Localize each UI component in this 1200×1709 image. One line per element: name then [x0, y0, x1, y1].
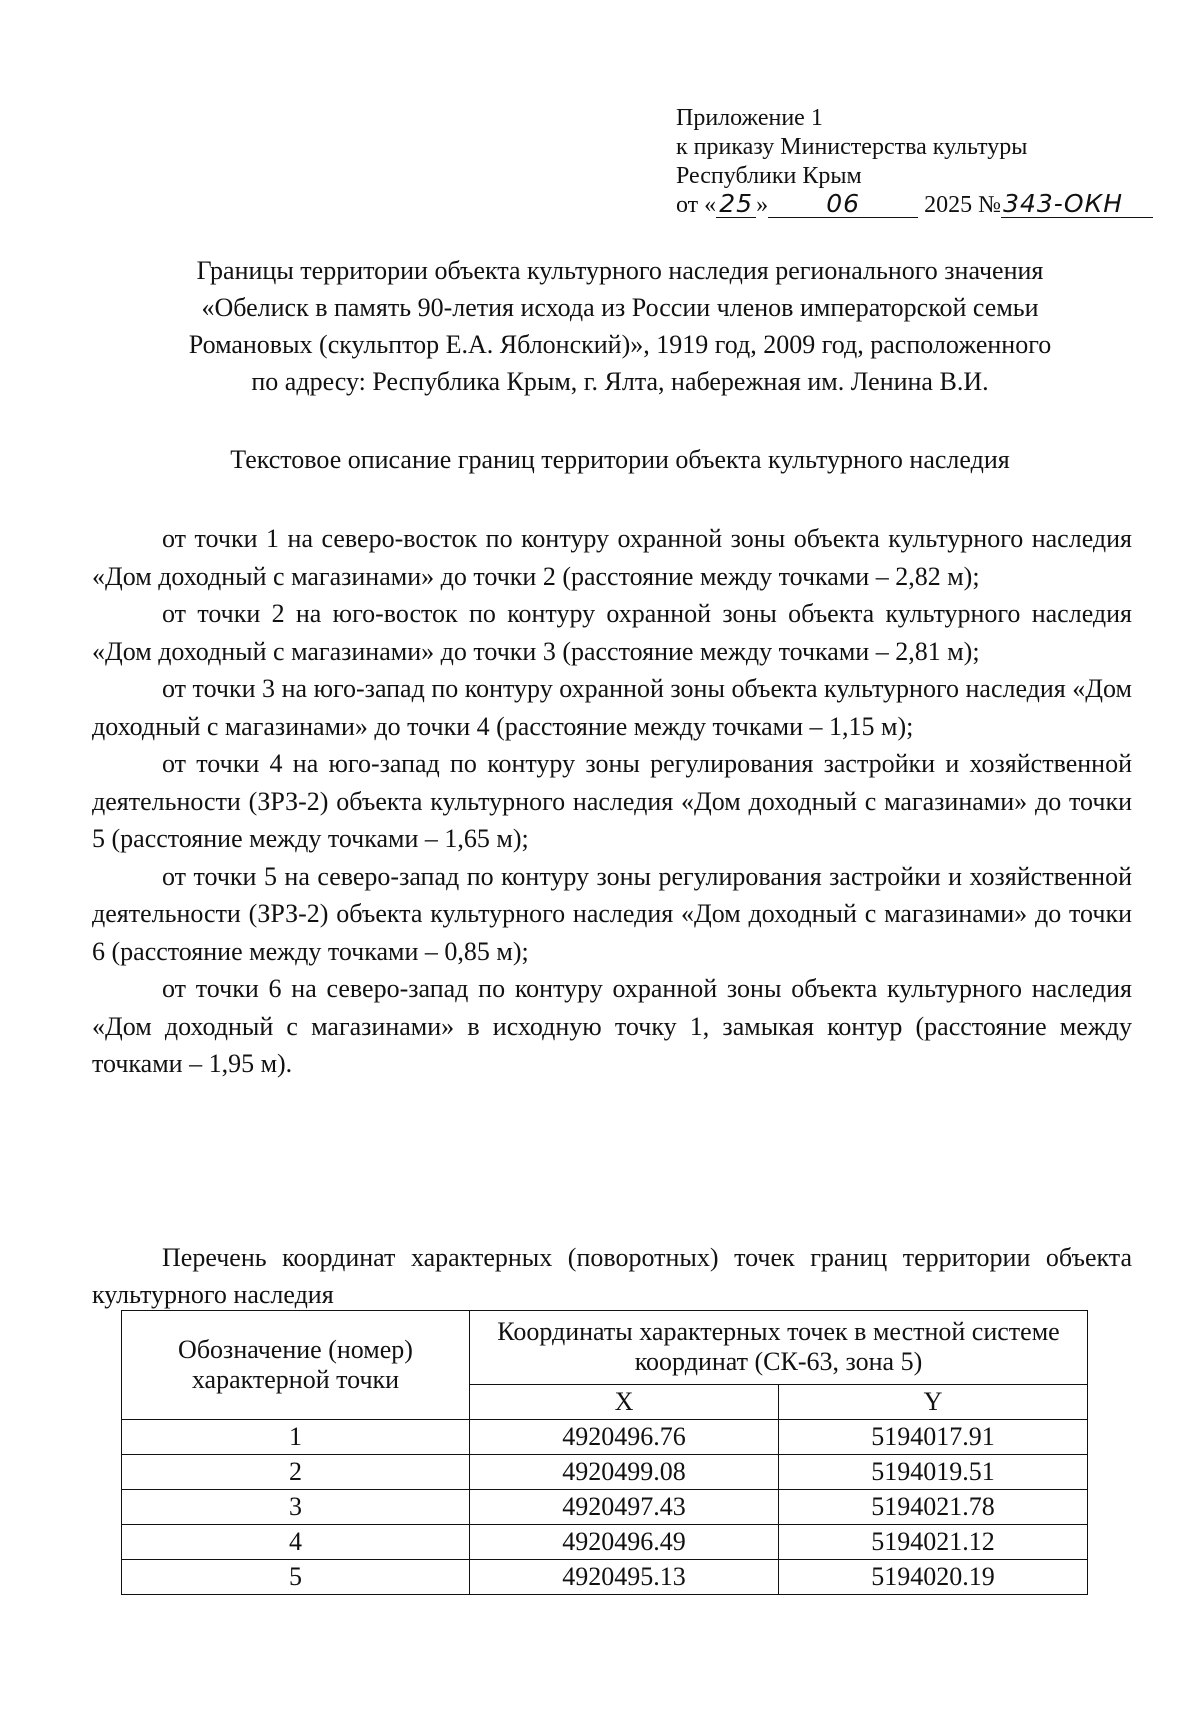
y-value: 5194021.78 [778, 1490, 1087, 1525]
number-field [1001, 189, 1153, 218]
point-number: 2 [122, 1455, 470, 1490]
table-header-row [122, 1311, 1088, 1385]
table-row [122, 1560, 1088, 1595]
point-number: 3 [122, 1490, 470, 1525]
boundary-paragraph: от точки 3 на юго-запад по контуру охранной зоны объекта культурного наследия «Дом доходный с магазинами» до точки 4 (расстояние между точками – 1,15 м); [92, 674, 1132, 741]
x-value: 4920496.49 [470, 1525, 779, 1560]
month-field [768, 189, 918, 218]
table-row [122, 1490, 1088, 1525]
date-prefix: от « [676, 192, 717, 218]
appendix-label: Приложение 1 [676, 105, 823, 131]
date-quote-close: » [756, 192, 769, 218]
handwritten-month: 06 [826, 189, 861, 218]
title-line: Романовых (скульптор Е.А. Яблонский)», 1919 год, 2009 год, расположенного [188, 330, 1052, 359]
y-value: 5194017.91 [778, 1420, 1087, 1455]
section-subtitle: Текстовое описание границ территории объекта культурного наследия [230, 445, 1010, 474]
boundary-description [92, 520, 1132, 1083]
table-row [122, 1525, 1088, 1560]
ministry-region: Республики Крым [676, 163, 862, 189]
y-value: 5194020.19 [778, 1560, 1087, 1595]
coordinates-list-title: Перечень координат характерных (поворотных) точек границ территории объекта культурного наследия [92, 1243, 1132, 1309]
point-number: 5 [122, 1560, 470, 1595]
boundary-paragraph: от точки 5 на северо-запад по контуру зоны регулирования застройки и хозяйственной деятельности (ЗРЗ-2) объекта культурного наследия «Дом доходный с магазинами» до точки 6 (расстояние между точками – 0,85 м); [92, 861, 1132, 966]
document-title [100, 252, 1140, 400]
coordinates-table [121, 1310, 1088, 1595]
title-line: Границы территории объекта культурного наследия регионального значения [196, 256, 1044, 285]
title-line: по адресу: Республика Крым, г. Ялта, набережная им. Ленина В.И. [251, 367, 989, 396]
boundary-paragraph: от точки 1 на северо-восток по контуру охранной зоны объекта культурного наследия «Дом доходный с магазинами» до точки 2 (расстояние между точками – 2,82 м); [92, 524, 1132, 591]
handwritten-day: 25 [719, 189, 754, 218]
table-row [122, 1455, 1088, 1490]
y-value: 5194021.12 [778, 1525, 1087, 1560]
boundary-paragraph: от точки 6 на северо-запад по контуру охранной зоны объекта культурного наследия «Дом доходный с магазинами» в исходную точку 1, замыкая контур (расстояние между точками – 1,95 м). [92, 974, 1132, 1078]
y-header: Y [778, 1384, 1087, 1419]
year-number-label: 2025 № [924, 192, 1002, 218]
x-value: 4920499.08 [470, 1455, 779, 1490]
x-value: 4920496.76 [470, 1420, 779, 1455]
order-reference: к приказу Министерства культуры [676, 134, 1028, 160]
point-number: 1 [122, 1420, 470, 1455]
point-designation-header: Обозначение (номер) характерной точки [122, 1311, 470, 1420]
title-line: «Обелиск в память 90-летия исхода из России членов императорской семьи [201, 293, 1039, 322]
day-field [716, 189, 756, 218]
x-value: 4920497.43 [470, 1490, 779, 1525]
x-value: 4920495.13 [470, 1560, 779, 1595]
handwritten-order-number: 343-ОКН [1003, 189, 1124, 218]
appendix-header [676, 104, 1176, 220]
table-row [122, 1420, 1088, 1455]
order-date-number [676, 191, 1176, 220]
coordinates-header: Координаты характерных точек в местной системе координат (СК-63, зона 5) [470, 1311, 1088, 1385]
point-number: 4 [122, 1525, 470, 1560]
y-value: 5194019.51 [778, 1455, 1087, 1490]
boundary-paragraph: от точки 2 на юго-восток по контуру охранной зоны объекта культурного наследия «Дом доходный с магазинами» до точки 3 (расстояние между точками – 2,81 м); [92, 599, 1132, 666]
boundary-paragraph: от точки 4 на юго-запад по контуру зоны регулирования застройки и хозяйственной деятельности (ЗРЗ-2) объекта культурного наследия «Дом доходный с магазинами» до точки 5 (расстояние между точками – 1,65 м); [92, 749, 1132, 853]
x-header: X [470, 1384, 779, 1419]
